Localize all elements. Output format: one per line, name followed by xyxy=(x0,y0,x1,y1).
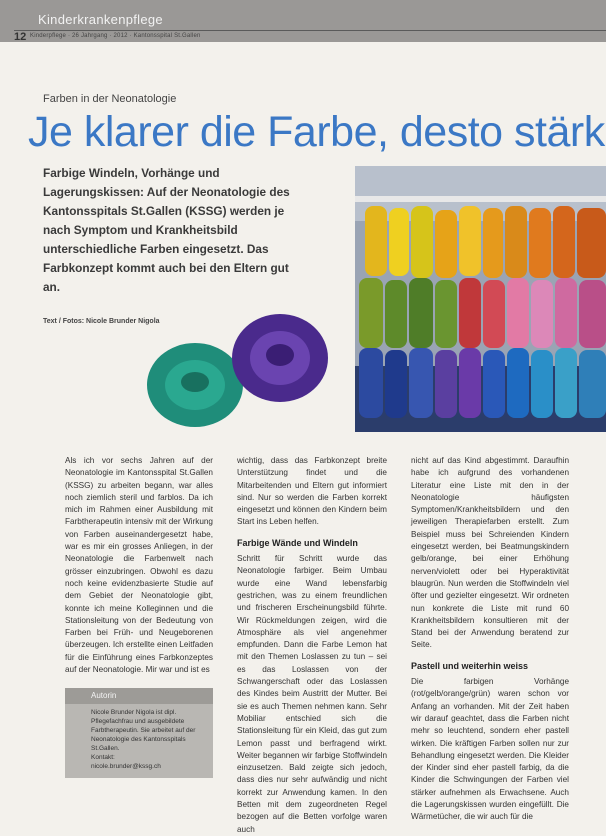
col2-intro: wichtig, dass das Farbkonzept breite Unterstützung findet und die Mitarbeitenden und Eltern gut informiert sind. Nur so werden die Farben korrekt eingesetzt und können den Kindern beim Start ins Leben helfen. xyxy=(237,456,387,527)
author-contact-label: Kontakt: xyxy=(91,754,115,761)
article-lead: Farbige Windeln, Vorhänge und Lagerungskissen: Auf der Neonatologie des Kantonsspitals St.Gallen (KSSG) werden je nach Symptom und Krankheitsbild unterschiedliche Farben eingesetzt. Das Farbkonzept kommt auch bei den Eltern gut an. xyxy=(43,166,290,294)
author-box-body xyxy=(65,704,213,771)
page-number: 12 xyxy=(14,31,27,43)
author-contact: nicole.brunder@kssg.ch xyxy=(91,763,161,770)
author-box xyxy=(65,688,213,778)
col3-subhead: Pastell und weiterhin weiss xyxy=(411,660,529,671)
header-divider xyxy=(14,30,606,31)
purple-pacifier-icon xyxy=(232,314,328,402)
header-info: Kinderpflege · 26 Jahrgang · 2012 · Kantonsspital St.Gallen xyxy=(30,33,201,39)
body-column-1 xyxy=(65,455,213,676)
col1-text: Als ich vor sechs Jahren auf der Neonatologie im Kantonsspital St.Gallen (KSSG) zu arbeiten begann, war alles noch ziemlich steril und farblos. Da ich mich im Rahmen einer Ausbildung mit Farbtherapeutin intensiv mit der Wirkung von Farben auseinandergesetzt habe, war es mir ein grosses Anliegen, in der Neonatologie die Farbenwelt nach grösser einzubringen. Obwohl es dazu noch keine evidenzbasierte Studie auf dem Gebiet der Neonatologie gibt, konnte ich meine Kolleginnen und die Stationsleitung von der Bedeutung von Farben bei Früh- und Neugeborenen überzeugen. Ich erstellte einen Leitfaden für die Einführung eines Farbkonzeptes auf der Neonatologie. Mir war und ist es xyxy=(65,456,213,675)
body-column-2 xyxy=(237,455,387,836)
article-byline: Text / Fotos: Nicole Brunder Nigola xyxy=(43,318,160,325)
pacifiers-image xyxy=(140,300,350,440)
green-pacifier-icon xyxy=(147,343,243,427)
colored-cloths-photo xyxy=(355,166,606,432)
col3-intro: nicht auf das Kind abgestimmt. Daraufhin habe ich aufgrund des vorhandenen Literatur eine Liste mit den in der Neonatologie häufigsten Symptomen/Krankheitsbildern und den jeweiligen Therapiefarben erstellt. Zum Beispiel muss bei Schreienden Kindern eingesetzt werden, bei Beatmungskindern gelb/orange, bei einer Erhöhung nerven/violett oder bei Hyperaktivität blaugrün. Nun werden die Stoffwindeln viel öfter und gezielter eingesetzt. Wir ordneten nun konkrete die Liste mit rund 60 Krankheitsbildern konsultieren mit der Stand bei der Anwendung beratend zur Seite. xyxy=(411,456,569,650)
body-column-3 xyxy=(411,455,569,824)
col2-subhead: Farbige Wände und Windeln xyxy=(237,537,358,548)
col3-text: Die farbigen Vorhänge (rot/gelb/orange/grün) waren schon vor Anfang an vorhanden. Mit der Zeit haben wir darauf geachtet, dass die Farben nicht mehr so leuchtend, sondern eher pastell wirken. Die kräftigen Farben sollen nur zur Behandlung eingesetzt werden. Die Kleider der Kinder sind eher pastell farbig, da die Kinder die Schwingungen der Farben viel stärker aufnehmen als Erwachsene. Auch die Lagerungskissen wurden eingefüllt. Die Wärmetücher, die wir auch für die xyxy=(411,677,569,822)
col2-text: Schritt für Schritt wurde das Neonatologie farbiger. Beim Umbau wurde eine Wand lebensfarbig gestrichen, was zu einem freundlichen und frischeren Erscheinungsbild führte. Wir Rückmeldungen zeigen, wird die Atmosphäre als viel angenehmer empfunden. Dann die Farbe Lemon hat mit den Themen Loslassen zu tun – sei es das Loslassen von der Schwangerschaft oder das Loslassen des Kindes beim Austritt der Mutter. Bei sie es auch Themen nehmen kann. Sehr Mobiliar entschied sich die Stationsleitung für ein Kleid, das gut zum Lemon passt und berfragend wirkt. Weiter begannen wir farbige Stoffwindeln einzusetzen. Bald zeigte sich jedoch, dass dies nur sehr aufwändig und nicht korrekt zur Anwendung kamen. In den Betten mit dem zugeordneten Regel bezogen auf die Betten vorfolge waren auch xyxy=(237,554,387,834)
author-box-title: Autorin xyxy=(65,688,213,704)
section-title: Kinderkrankenpflege xyxy=(38,12,163,27)
author-text: Nicole Brunder Nigola ist dipl. Pflegefachfrau und ausgebildete Farbtherapeutin. Sie arbeitet auf der Neonatologie des Kantonsspitals St.Gallen. xyxy=(91,709,196,752)
article-kicker: Farben in der Neonatologie xyxy=(43,93,177,105)
article-headline: Je klarer die Farbe, desto stärk xyxy=(28,108,605,156)
